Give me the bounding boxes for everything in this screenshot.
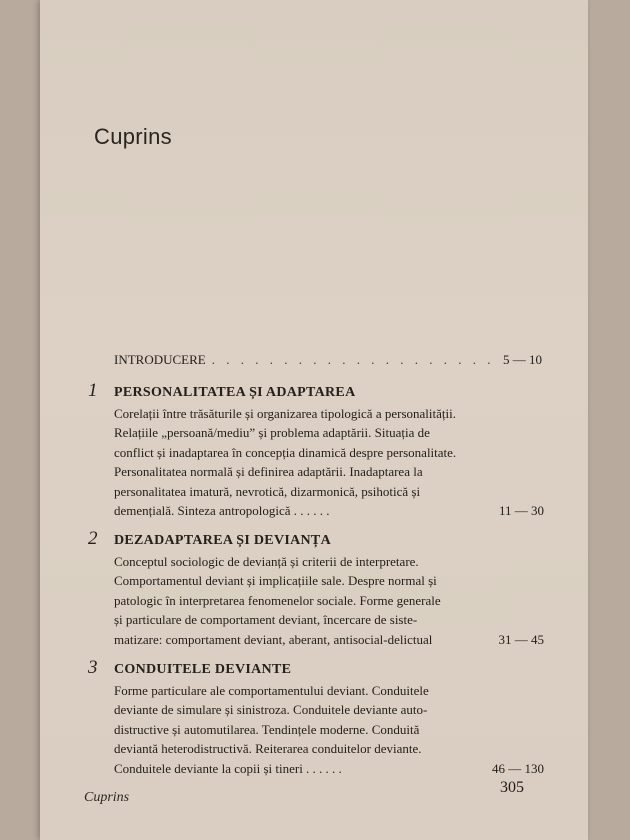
summary-line: și particulare de comportament deviant, încercare de siste- xyxy=(114,612,418,628)
summary-line: deviante de simulare și sinistroza. Conduitele deviante auto- xyxy=(114,702,428,718)
toc-entry-chapter-1 xyxy=(88,380,544,520)
summary-line: Conceptul sociologic de devianță și criterii de interpretare. xyxy=(114,554,419,569)
page-heading: Cuprins xyxy=(94,124,172,149)
chapter-pages: 11 — 30 xyxy=(498,503,544,519)
summary-line: Forme particulare ale comportamentului deviant. Conduitele xyxy=(114,683,429,698)
toc-entry-chapter-3 xyxy=(88,657,544,778)
book-page xyxy=(40,0,588,840)
toc-entry-introduction xyxy=(114,352,542,368)
chapter-summary xyxy=(114,552,544,649)
chapter-title: PERSONALITATEA ȘI ADAPTAREA xyxy=(114,385,356,400)
page-number: 305 xyxy=(500,779,524,796)
introduction-title: INTRODUCERE xyxy=(114,352,206,367)
chapter-summary xyxy=(114,404,544,520)
chapter-number: 2 xyxy=(88,528,98,549)
summary-line: Corelații între trăsăturile și organizarea tipologică a personalității. xyxy=(114,406,456,421)
running-footer-section: Cuprins xyxy=(84,790,130,805)
summary-last-line: Conduitele deviante la copii și tineri . . . . . . xyxy=(114,760,342,776)
summary-line: conflict și inadaptarea în concepția dinamică despre personalitate. xyxy=(114,444,457,460)
chapter-pages: 31 — 45 xyxy=(498,631,544,647)
summary-line: distructive și automutilarea. Tendințele moderne. Conduită xyxy=(114,721,420,737)
summary-line: Comportamentul deviant și implicațiile sale. Despre normal și xyxy=(114,573,437,589)
chapter-title: CONDUITELE DEVIANTE xyxy=(114,662,292,677)
dot-leader: . . . . . . . . . . . . . . . . . . . . xyxy=(211,352,495,367)
chapter-summary xyxy=(114,681,544,778)
chapter-title: DEZADAPTAREA ȘI DEVIANȚA xyxy=(114,533,331,548)
summary-line: Relațiile „persoană/mediu” și problema adaptării. Situația de xyxy=(114,425,430,441)
summary-last-line: demențială. Sinteza antropologică . . . . . . xyxy=(114,503,330,519)
chapter-number: 1 xyxy=(88,380,98,401)
summary-line: personalitatea imatură, nevrotică, dizarmonică, psihotică și xyxy=(114,483,421,499)
chapter-pages: 46 — 130 xyxy=(492,760,544,776)
summary-line: patologic în interpretarea fenomenelor sociale. Forme generale xyxy=(114,592,441,608)
toc-entry-chapter-2 xyxy=(88,528,544,649)
introduction-pages: 5 — 10 xyxy=(503,352,542,367)
chapter-number: 3 xyxy=(88,657,98,678)
summary-line: deviantă heterodistructivă. Reiterarea conduitelor deviante. xyxy=(114,741,422,757)
summary-line: Personalitatea normală și definirea adaptării. Inadaptarea la xyxy=(114,464,423,480)
summary-last-line: matizare: comportament deviant, aberant, antisocial-delictual xyxy=(114,631,433,647)
